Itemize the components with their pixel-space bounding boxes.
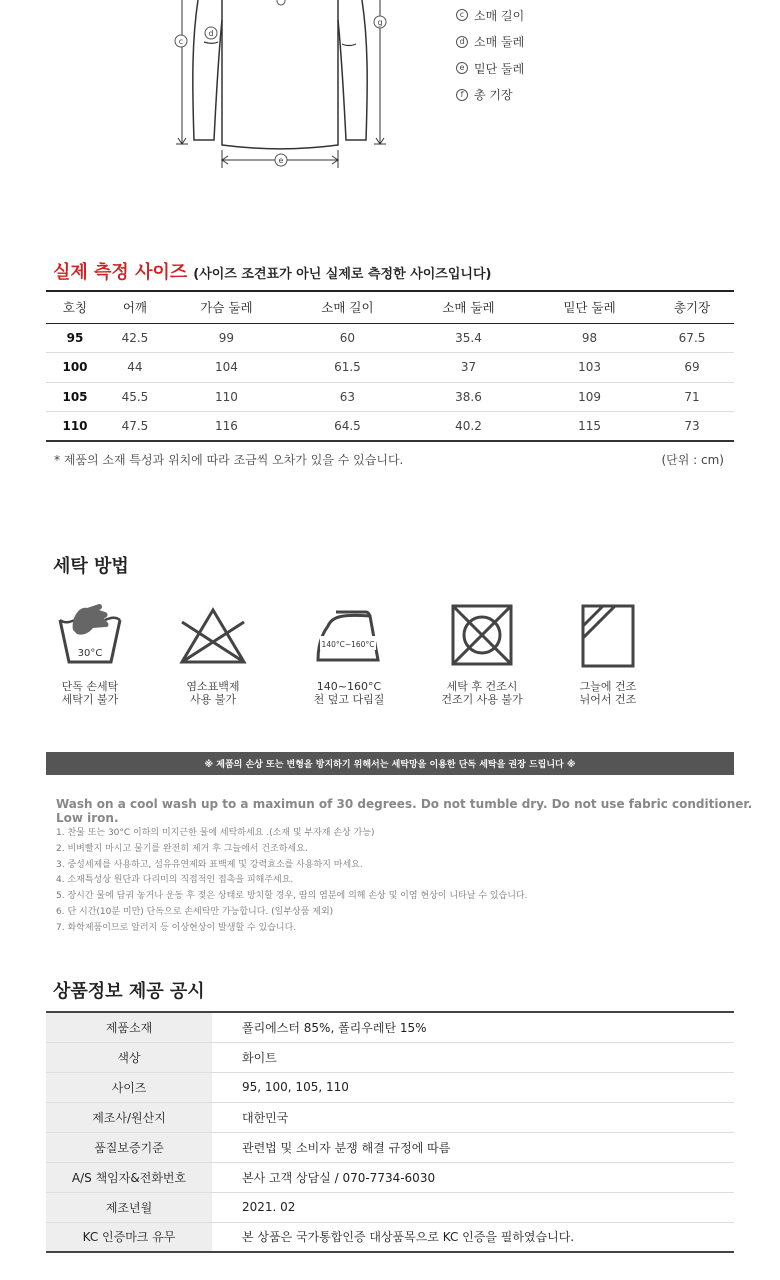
info-value: 폴리에스터 85%, 폴리우레탄 15% <box>212 1012 734 1042</box>
value-cell: 44 <box>104 353 166 383</box>
iron-icon <box>314 600 384 670</box>
value-cell: 104 <box>166 353 287 383</box>
list-item: 1. 찬물 또는 30°C 이하의 미지근한 물에 세탁하세요 .(소재 및 부자재 손상 가능) <box>56 828 375 838</box>
size-cell: 100 <box>46 353 104 383</box>
care-label <box>153 680 273 706</box>
value-cell: 40.2 <box>408 412 529 442</box>
care-icons <box>30 600 730 720</box>
size-title-sub: (사이즈 조견표가 아닌 실제로 측정한 사이즈입니다) <box>193 267 492 282</box>
value-cell: 42.5 <box>104 323 166 353</box>
legend-label: 소매 길이 <box>474 8 525 23</box>
value-cell: 73 <box>650 412 734 442</box>
value-cell: 61.5 <box>287 353 408 383</box>
value-cell: 64.5 <box>287 412 408 442</box>
info-value: 본사 고객 상담실 / 070-7734-6030 <box>212 1162 734 1192</box>
care-label-line2: 사용 불가 <box>189 693 236 706</box>
value-cell: 35.4 <box>408 323 529 353</box>
size-section-title <box>53 258 491 284</box>
value-cell: 116 <box>166 412 287 442</box>
shirt-outline-icon <box>0 0 780 180</box>
value-cell: 99 <box>166 323 287 353</box>
value-cell: 67.5 <box>650 323 734 353</box>
care-item <box>289 600 409 706</box>
info-key: A/S 책임자&전화번호 <box>46 1162 212 1192</box>
info-key: 사이즈 <box>46 1072 212 1102</box>
header-cell: 어깨 <box>104 291 166 323</box>
table-row <box>46 353 734 383</box>
legend-item <box>456 55 524 82</box>
care-label-line2: 천 덮고 다림질 <box>313 693 385 706</box>
legend-item <box>456 2 524 29</box>
table-row <box>46 1102 734 1132</box>
list-item: 5. 장시간 물에 담궈 놓거나 운동 후 젖은 상태로 방치할 경우, 땀의 염분에 의해 손상 및 이염 현상이 니타날 수 있습니다. <box>56 891 528 902</box>
info-key: 제조사/원산지 <box>46 1102 212 1132</box>
table-row <box>46 1192 734 1222</box>
care-item <box>153 600 273 706</box>
care-label-line2: 뉘어서 건조 <box>579 693 637 706</box>
table-row <box>46 1072 734 1102</box>
hand-wash-icon <box>55 600 125 670</box>
legend-item <box>456 82 524 109</box>
wash-section-title: 세탁 방법 <box>53 556 129 577</box>
value-cell: 109 <box>529 382 650 412</box>
header-cell: 소매 길이 <box>287 291 408 323</box>
size-note: * 제품의 소재 특성과 위치에 따라 조금씩 오차가 있을 수 있습니다. <box>54 453 404 467</box>
list-item: 7. 화학제품이므로 알러지 등 이상현상이 발생할 수 있습니다. <box>56 922 297 933</box>
table-row <box>46 382 734 412</box>
value-cell: 103 <box>529 353 650 383</box>
size-table-header <box>46 291 734 323</box>
marker-c: c <box>178 37 184 46</box>
garment-diagram <box>0 0 780 180</box>
care-label-line2: 건조기 사용 불가 <box>441 693 523 706</box>
legend-label: 밑단 둘레 <box>474 61 525 76</box>
value-cell: 115 <box>529 412 650 442</box>
size-cell: 105 <box>46 382 104 412</box>
marker-g: g <box>377 18 383 27</box>
measurement-legend <box>456 2 524 108</box>
list-item: 4. 소재특성상 원단과 다리미의 직접적인 접촉을 피해주세요. <box>56 875 294 886</box>
iron-temp: 140°C~160°C <box>321 640 375 649</box>
wash-temp: 30°C <box>77 648 103 659</box>
care-label <box>289 680 409 706</box>
info-value: 화이트 <box>212 1042 734 1072</box>
value-cell: 110 <box>166 382 287 412</box>
size-title-main: 실제 측정 사이즈 <box>53 262 188 283</box>
value-cell: 45.5 <box>104 382 166 412</box>
shade-dry-flat-icon <box>573 600 643 670</box>
legend-label: 소매 둘레 <box>474 35 525 50</box>
table-row <box>46 1222 734 1252</box>
value-cell: 69 <box>650 353 734 383</box>
care-label <box>548 680 668 706</box>
care-label <box>30 680 150 706</box>
header-cell: 밑단 둘레 <box>529 291 650 323</box>
info-key: 제조년월 <box>46 1192 212 1222</box>
legend-label: 총 기장 <box>474 88 513 103</box>
list-item: 6. 단 시간(10분 미만) 단독으로 손세탁만 가능합니다. (일부상품 제외) <box>56 906 334 917</box>
care-label-line1: 140~160°C <box>316 680 382 693</box>
care-item <box>422 600 542 706</box>
care-label-line2: 세탁기 불가 <box>61 693 119 706</box>
list-item: 2. 비벼빨지 마시고 물기를 완전히 제거 후 그늘에서 건조하세요. <box>56 843 308 854</box>
table-row <box>46 1042 734 1072</box>
legend-marker: e <box>456 62 468 74</box>
product-info-table <box>46 1011 734 1253</box>
value-cell: 60 <box>287 323 408 353</box>
header-cell: 가슴 둘레 <box>166 291 287 323</box>
value-cell: 63 <box>287 382 408 412</box>
size-cell: 110 <box>46 412 104 442</box>
care-item <box>548 600 668 706</box>
wash-notice-banner: ※ 제품의 손상 또는 변형을 방지하기 위해서는 세탁망을 이용한 단독 세탁을 권장 드립니다 ※ <box>46 752 734 775</box>
no-tumble-dry-icon <box>447 600 517 670</box>
table-row <box>46 323 734 353</box>
english-instruction: Wash on a cool wash up to a maximun of 30 degrees. Do not tumble dry. Do not use fabric conditioner. Low iron. <box>56 797 753 825</box>
info-value: 본 상품은 국가통합인증 대상품목으로 KC 인증을 필하였습니다. <box>212 1222 734 1252</box>
header-cell: 소매 둘레 <box>408 291 529 323</box>
size-cell: 95 <box>46 323 104 353</box>
list-item: 3. 중성세제를 사용하고, 섬유유연제와 표백제 및 강력효소를 사용하지 마세요. <box>56 859 363 870</box>
legend-marker: f <box>456 89 468 101</box>
value-cell: 47.5 <box>104 412 166 442</box>
info-value: 대한민국 <box>212 1102 734 1132</box>
instruction-list <box>56 826 527 937</box>
header-cell: 총기장 <box>650 291 734 323</box>
care-label <box>422 680 542 706</box>
legend-marker: d <box>456 36 468 48</box>
info-section-title: 상품정보 제공 공시 <box>53 981 205 1002</box>
care-label-line1: 세탁 후 건조시 <box>446 680 518 693</box>
table-row <box>46 1012 734 1042</box>
marker-e: e <box>278 156 284 165</box>
value-cell: 37 <box>408 353 529 383</box>
value-cell: 71 <box>650 382 734 412</box>
info-key: KC 인증마크 유무 <box>46 1222 212 1252</box>
legend-marker: c <box>456 9 468 21</box>
table-row <box>46 1132 734 1162</box>
size-table <box>46 290 734 442</box>
value-cell: 98 <box>529 323 650 353</box>
table-row <box>46 412 734 442</box>
care-item <box>30 600 150 706</box>
info-value: 2021. 02 <box>212 1192 734 1222</box>
info-key: 품질보증기준 <box>46 1132 212 1162</box>
marker-d: d <box>208 29 214 38</box>
care-label-line1: 그늘에 건조 <box>579 680 637 693</box>
info-key: 제품소재 <box>46 1012 212 1042</box>
info-value: 관련법 및 소비자 분쟁 해결 규정에 따름 <box>212 1132 734 1162</box>
table-row <box>46 1162 734 1192</box>
care-label-line1: 염소표백제 <box>186 680 240 693</box>
info-value: 95, 100, 105, 110 <box>212 1072 734 1102</box>
header-cell: 호칭 <box>46 291 104 323</box>
care-label-line1: 단독 손세탁 <box>61 680 119 693</box>
info-key: 색상 <box>46 1042 212 1072</box>
value-cell: 38.6 <box>408 382 529 412</box>
no-bleach-icon <box>178 600 248 670</box>
unit-label: (단위 : cm) <box>661 453 724 467</box>
legend-item <box>456 29 524 56</box>
